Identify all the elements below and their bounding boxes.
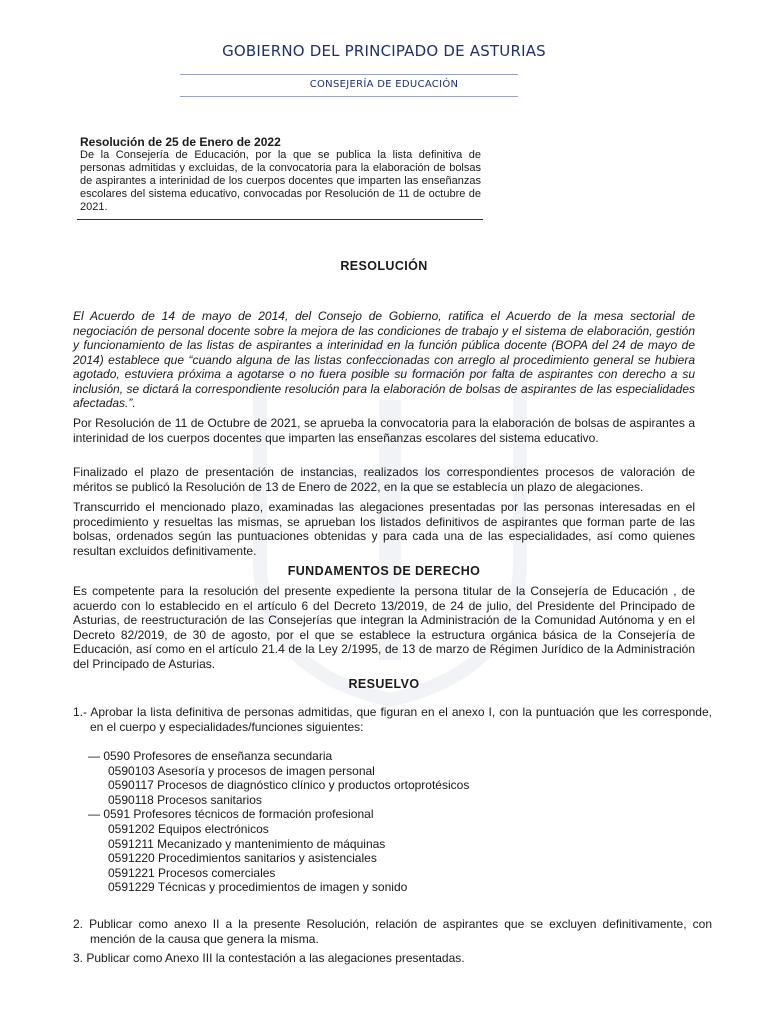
resuelvo-item-1: 1.- Aprobar la lista definitiva de personas admitidas, que figuran en el anexo I, con la puntuación que les corresponde, en el cuerpo y especialidades/funciones siguientes: [73, 705, 712, 734]
paragraph-convocatoria: Por Resolución de 11 de Octubre de 2021, se aprueba la convocatoria para la elaboración de bolsas de aspirantes a interinidad de los cuerpos docentes que imparten las enseñanzas escolares del sistema educativo. [73, 416, 695, 445]
specialty-item: 0590118 Procesos sanitarios [108, 792, 262, 807]
resolution-title: Resolución de 25 de Enero de 2022 [80, 135, 281, 149]
specialty-list [88, 749, 469, 895]
paragraph-competencia: Es competente para la resolución del presente expediente la persona titular de la Consejería de Educación , de acuerdo con lo establecido en el artículo 6 del Decreto 13/2019, de 24 de julio, del Presidente del Principado de Asturias, de reestructuración de las Consejerías que integran la Administración de la Comunidad Autónoma y en el Decreto 82/2019, de 30 de agosto, por el que se establece la estructura orgánica básica de la Consejería de Educación, así como en el artículo 21.4 de la Ley 2/1995, de 13 de marzo de Régimen Jurídico de la Administración del Principado de Asturias. [73, 584, 695, 671]
resolution-description: De la Consejería de Educación, por la que se publica la lista definitiva de personas admitidas y excluidas, de la convocatoria para la elaboración de bolsas de aspirantes a interinidad de los cuerpos docentes que imparten las enseñanzas escolares del sistema educativo, convocadas por Resolución de 11 de octubre de 2021. [80, 149, 481, 213]
paragraph-alegaciones: Transcurrido el mencionado plazo, examinadas las alegaciones presentadas por las personas interesadas en el procedimiento y resueltas las mismas, se aprueban los listados definitivos de aspirantes que forman parte de las bolsas, ordenados según las puntuaciones obtenidas y para cada una de las especialidades, así como quienes resultan excluidos definitivamente. [73, 500, 695, 558]
body-code: — 0590 Profesores de enseñanza secundaria [88, 749, 333, 763]
body-code: — 0591 Profesores técnicos de formación profesional [88, 807, 374, 822]
section-heading-resolucion: RESOLUCIÓN [340, 259, 428, 273]
header-divider-bottom [180, 96, 518, 97]
specialty-item: 0590117 Procesos de diagnóstico clínico y productos ortoprotésicos [108, 778, 470, 793]
paragraph-plazo: Finalizado el plazo de presentación de instancias, realizados los correspondientes procesos de valoración de méritos se publicó la Resolución de 13 de Enero de 2022, en la que se establecía un plazo de alegaciones. [73, 465, 695, 494]
header-divider-top [180, 74, 518, 75]
resolution-summary [80, 136, 481, 214]
resuelvo-item-3: 3. Publicar como Anexo III la contestación a las alegaciones presentadas. [73, 951, 465, 965]
specialty-item: 0591202 Equipos electrónicos [108, 821, 269, 836]
section-heading-fundamentos: FUNDAMENTOS DE DERECHO [287, 564, 481, 578]
section-heading-resuelvo: RESUELVO [348, 677, 420, 691]
government-name: GOBIERNO DEL PRINCIPADO DE ASTURIAS [222, 42, 546, 60]
department-name: CONSEJERÍA DE EDUCACIÓN [309, 79, 459, 90]
specialty-item: 0591229 Técnicas y procedimientos de imagen y sonido [108, 880, 408, 895]
summary-divider [77, 219, 483, 220]
specialty-item: 0591221 Procesos comerciales [108, 865, 276, 880]
resuelvo-item-2: 2. Publicar como anexo II a la presente Resolución, relación de aspirantes que se excluyen definitivamente, con mención de la causa que genera la misma. [73, 917, 712, 946]
paragraph-acuerdo: El Acuerdo de 14 de mayo de 2014, del Consejo de Gobierno, ratifica el Acuerdo de la mesa sectorial de negociación de personal docente sobre la mejora de las condiciones de trabajo y el sistema de elaboración, gestión y funcionamiento de las listas de aspirantes a interinidad en la función pública docente (BOPA del 24 de mayo de 2014) establece que “cuando alguna de las listas confeccionadas con arreglo al procedimiento general se hubiera agotado, estuviera próxima a agotarse o no fuera posible su formación por falta de aspirantes con derecho a su inclusión, se dictará la correspondiente resolución para la elaboración de bolsas de aspirantes de las especialidades afectadas.”. [73, 309, 695, 410]
specialty-item: 0591220 Procedimientos sanitarios y asistenciales [108, 851, 377, 866]
specialty-item: 0591211 Mecanizado y mantenimiento de máquinas [108, 836, 386, 851]
specialty-item: 0590103 Asesoría y procesos de imagen personal [108, 763, 375, 778]
